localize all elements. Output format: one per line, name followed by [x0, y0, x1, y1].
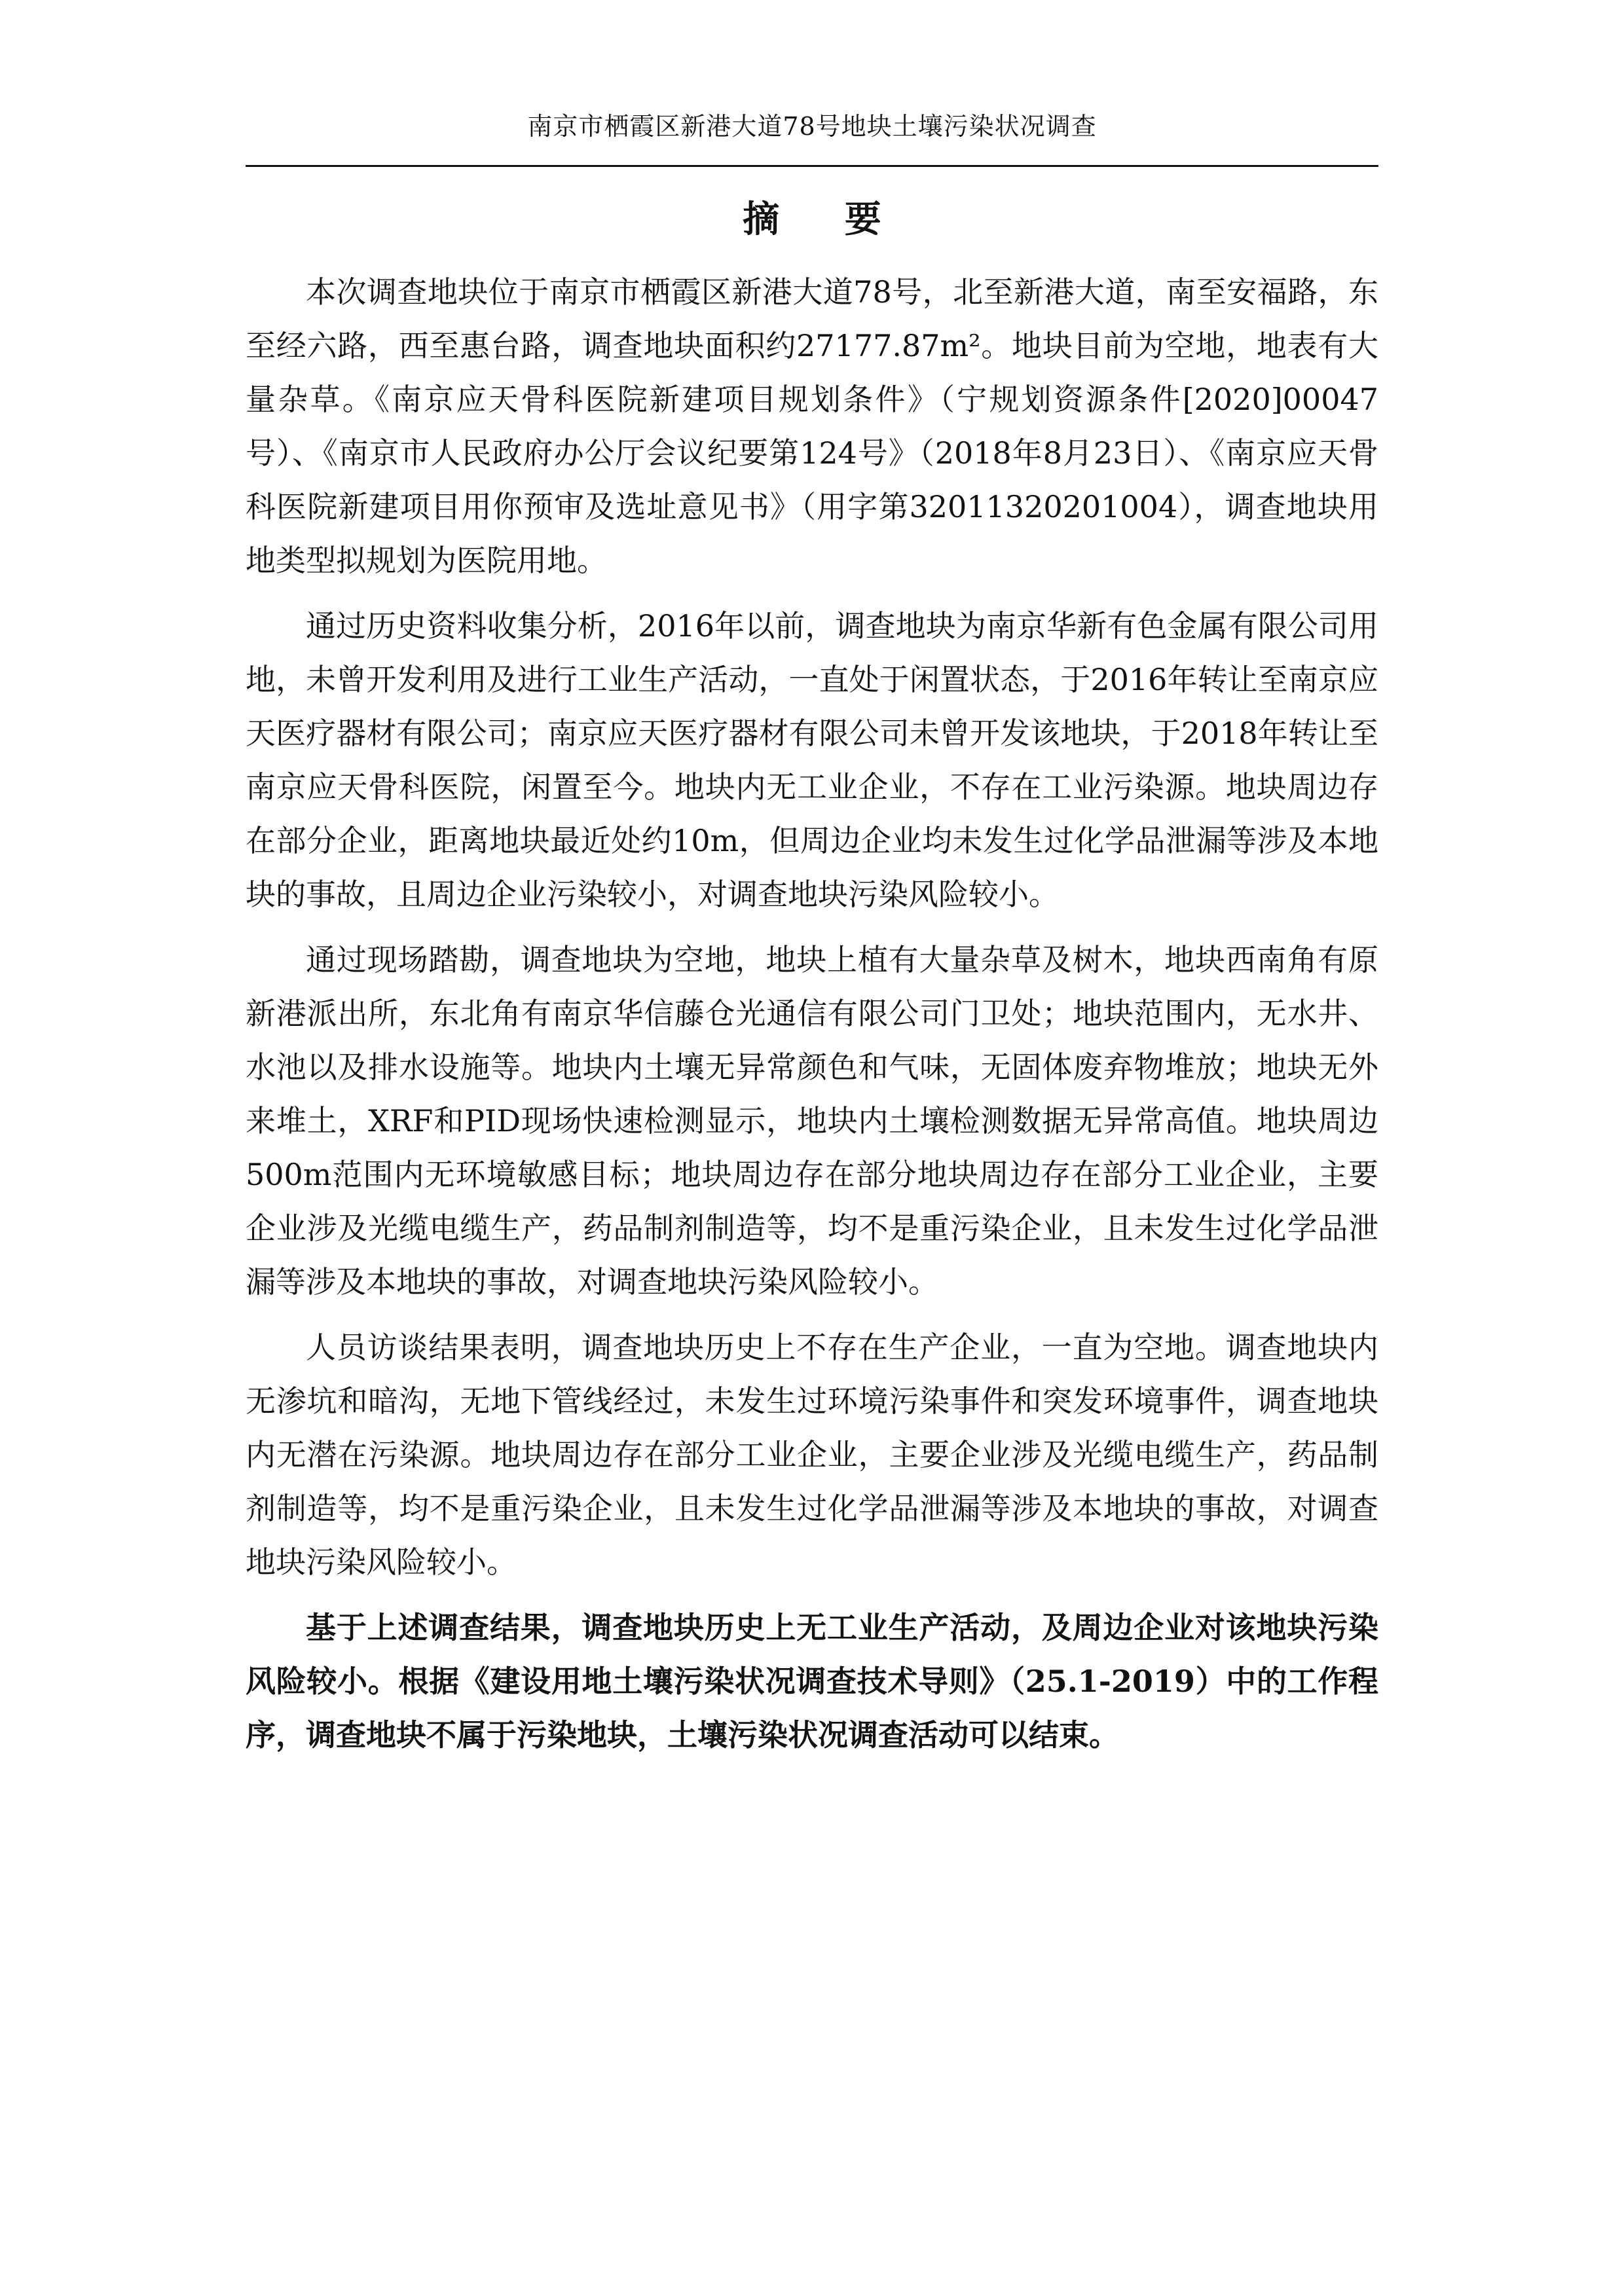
- paragraph-history-analysis: 通过历史资料收集分析，2016年以前，调查地块为南京华新有色金属有限公司用地，未曾开发利用及进行工业生产活动，一直处于闲置状态，于2016年转让至南京应天医疗器材有限公司；南京应天医疗器材有限公司未曾开发该地块，于2018年转让至南京应天骨科医院，闲置至今。地块内无工业企业，不存在工业污染源。地块周边存在部分企业，距离地块最近处约10m，但周边企业均未发生过化学品泄漏等涉及本地块的事故，且周边企业污染较小，对调查地块污染风险较小。: [246, 608, 1378, 912]
- paragraph-site-overview: 本次调查地块位于南京市栖霞区新港大道78号，北至新港大道，南至安福路，东至经六路，西至惠台路，调查地块面积约27177.87m²。地块目前为空地，地表有大量杂草。《南京应天骨科医院新建项目规划条件》（宁规划资源条件[2020]00047号）、《南京市人民政府办公厅会议纪要第124号》（2018年8月23日）、《南京应天骨科医院新建项目用你预审及选址意见书》（用字第32011320201004），调查地块用地类型拟规划为医院用地。: [246, 274, 1378, 578]
- header-divider: [246, 165, 1378, 167]
- paragraph-interviews: 人员访谈结果表明，调查地块历史上不存在生产企业，一直为空地。调查地块内无渗坑和暗沟，无地下管线经过，未发生过环境污染事件和突发环境事件，调查地块内无潜在污染源。地块周边存在部分工业企业，主要企业涉及光缆电缆生产，药品制剂制造等，均不是重污染企业，且未发生过化学品泄漏等涉及本地块的事故，对调查地块污染风险较小。: [246, 1330, 1378, 1580]
- paragraph-conclusion: 基于上述调查结果，调查地块历史上无工业生产活动，及周边企业对该地块污染风险较小。根据《建设用地土壤污染状况调查技术导则》（25.1-2019）中的工作程序，调查地块不属于污染地块，土壤污染状况调查活动可以结束。: [246, 1610, 1378, 1753]
- abstract-body: [246, 265, 1378, 1762]
- abstract-title: 摘 要: [743, 198, 908, 241]
- running-header: 南京市栖霞区新港大道78号地块土壤污染状况调查: [527, 112, 1097, 141]
- paragraph-site-reconnaissance: 通过现场踏勘，调查地块为空地，地块上植有大量杂草及树木，地块西南角有原新港派出所，东北角有南京华信藤仓光通信有限公司门卫处；地块范围内，无水井、水池以及排水设施等。地块内土壤无异常颜色和气味，无固体废弃物堆放；地块无外来堆土，XRF和PID现场快速检测显示，地块内土壤检测数据无异常高值。地块周边500m范围内无环境敏感目标；地块周边存在部分地块周边存在部分工业企业，主要企业涉及光缆电缆生产，药品制剂制造等，均不是重污染企业，且未发生过化学品泄漏等涉及本地块的事故，对调查地块污染风险较小。: [246, 942, 1378, 1300]
